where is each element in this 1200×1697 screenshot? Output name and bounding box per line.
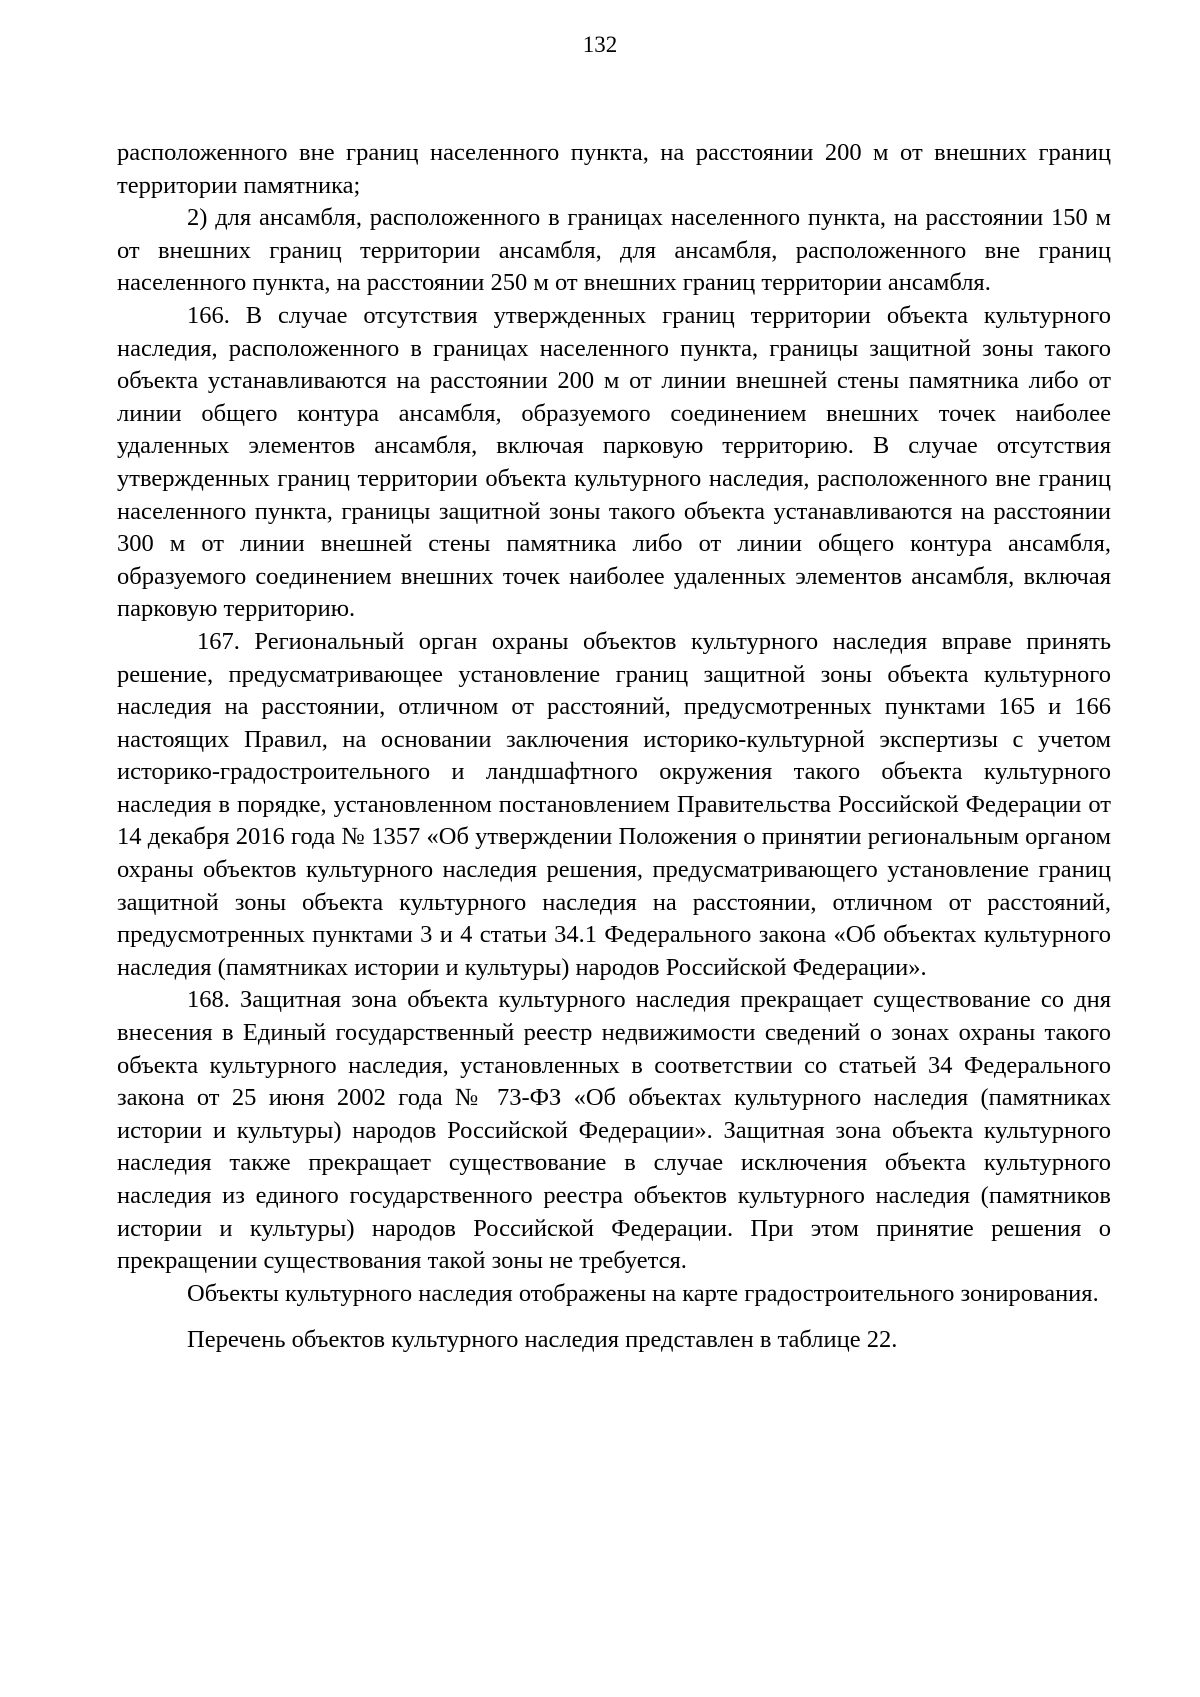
page-number: 132	[582, 32, 618, 57]
paragraph-167: 167. Региональный орган охраны объектов культурного наследия вправе принять решение, предусматривающее установление границ защитной зоны объекта культурного наследия на расстоянии, отличном от расстояний, предусмотренных пунктами 165 и 166 настоящих Правил, на основании заключения историко-культурной экспертизы с учетом историко-градостроительного и ландшафтного окружения такого объекта культурного наследия в порядке, установленном постановлением Правительства Российской Федерации от 14 декабря 2016 года № 1357 «Об утверждении Положения о принятии региональным органом охраны объектов культурного наследия решения, предусматривающего установление границ защитной зоны объекта культурного наследия на расстоянии, отличном от расстояний, предусмотренных пунктами 3 и 4 статьи 34.1 Федерального закона «Об объектах культурного наследия (памятниках истории и культуры) народов Российской Федерации».	[117, 627, 1111, 981]
paragraph-map-note: Объекты культурного наследия отображены на карте градостроительного зонирования.	[187, 1279, 1099, 1307]
paragraph-continuation: расположенного вне границ населенного пункта, на расстоянии 200 м от внешних границ территории памятника;	[117, 139, 1111, 199]
paragraph-table-reference: Перечень объектов культурного наследия представлен в таблице 22.	[187, 1326, 898, 1354]
document-body	[117, 137, 1111, 1357]
paragraph-168: 168. Защитная зона объекта культурного наследия прекращает существование со дня внесения в Единый государственный реестр недвижимости сведений о зонах охраны такого объекта культурного наследия, установленных в соответствии со статьей 34 Федерального закона от 25 июня 2002 года № 73-ФЗ «Об объектах культурного наследия (памятниках истории и культуры) народов Российской Федерации». Защитная зона объекта культурного наследия также прекращает существование в случае исключения объекта культурного наследия из единого государственного реестра объектов культурного наследия (памятников истории и культуры) народов Российской Федерации. При этом принятие решения о прекращении существования такой зоны не требуется.	[117, 986, 1111, 1275]
paragraph-item-2: 2) для ансамбля, расположенного в границах населенного пункта, на расстоянии 150 м от внешних границ территории ансамбля, для ансамбля, расположенного вне границ населенного пункта, на расстоянии 250 м от внешних границ территории ансамбля.	[117, 204, 1111, 297]
paragraph-166: 166. В случае отсутствия утвержденных границ территории объекта культурного наследия, расположенного в границах населенного пункта, границы защитной зоны такого объекта устанавливаются на расстоянии 200 м от линии внешней стены памятника либо от линии общего контура ансамбля, образуемого соединением внешних точек наиболее удаленных элементов ансамбля, включая парковую территорию. В случае отсутствия утвержденных границ территории объекта культурного наследия, расположенного вне границ населенного пункта, границы защитной зоны такого объекта устанавливаются на расстоянии 300 м от линии внешней стены памятника либо от линии общего контура ансамбля, образуемого соединением внешних точек наиболее удаленных элементов ансамбля, включая парковую территорию.	[117, 301, 1111, 623]
